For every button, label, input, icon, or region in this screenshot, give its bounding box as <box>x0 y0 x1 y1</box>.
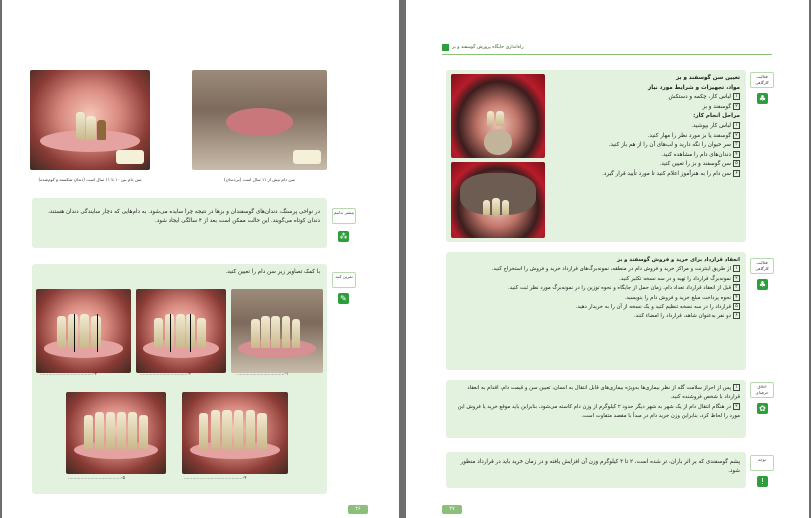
step-item: ۳قبل از انعقاد قرارداد تعداد دام، زمان حمل از جایگاه و نحوه توزین را در نمونه‌برگ مورد نظر ثبت کنید. <box>454 284 740 293</box>
step-item: ۲نمونه‌برگ قرارداد را تهیه و در سه نسخه تکثیر کنید. <box>454 275 740 284</box>
note-tab: توجه <box>750 455 774 471</box>
activity-tab-1: فعالیت کارگاهی <box>750 72 774 88</box>
goat-teeth-photo <box>451 162 545 238</box>
pencil-icon: ✎ <box>338 293 349 304</box>
exercise-box <box>32 264 327 494</box>
step-item: ۶دو نفر به‌عنوان شاهد، قرارداد را امضاء کنند. <box>454 312 740 321</box>
exercise-label-2: ..................................-۲ <box>140 372 192 377</box>
exercise-photo-3 <box>36 289 131 373</box>
activity-box-2 <box>446 252 746 370</box>
warning-icon: ! <box>757 476 768 487</box>
teeth-diagram-icon <box>116 150 144 164</box>
step-item: ۴دندان‌های دام را مشاهده کنید. <box>550 151 740 161</box>
info-icon: ⁂ <box>339 232 348 241</box>
exercise-photo-2 <box>136 289 226 373</box>
activity-1-title: تعیین سن گوسفند و بز <box>675 75 740 81</box>
header-marker <box>442 44 449 51</box>
materials-title: مواد، تجهیزات و شرایط مورد نیاز <box>648 84 740 91</box>
step-item: ۵سن گوسفند و بز را تعیین کنید. <box>550 160 740 170</box>
step-item: ۳سر حیوان را نگه دارید و لب‌های آن را از هم باز کنید. <box>550 141 740 151</box>
tree-icon: ♣ <box>758 94 767 103</box>
flower-icon: ✿ <box>757 403 768 414</box>
ethics-item: ۲در هنگام انتقال دام از یک شهر به شهر دیگر حدود ۲ کیلوگرم از وزن دام کاسته می‌شود، بنابراین باید موقع خرید یا فروش این مورد را لحاظ کرد، بنابراین وزن خرید دام در مبدأ با مقصد متفاوت است. <box>457 403 740 420</box>
step-item: ۶سن دام را به هنرآموز اعلام کنید تا مورد تأیید قرار گیرد. <box>550 170 740 180</box>
step-item: ۴نحوه پرداخت مبلغ خرید و فروش دام را بنویسید. <box>454 294 740 303</box>
activity-box-1 <box>446 70 746 242</box>
more-info-box <box>32 198 327 248</box>
exercise-photo-4 <box>182 392 288 474</box>
material-item: ۲گوسفند و بز <box>550 103 740 113</box>
note-box <box>446 452 746 488</box>
activity-1-content <box>550 74 740 180</box>
exercise-photo-1 <box>231 289 323 373</box>
exercise-label-4: ..........................................-۴ <box>184 476 247 481</box>
exercise-label-1: ..................................-۱ <box>237 372 289 377</box>
page-number: ۴۷ <box>442 505 462 514</box>
ethics-box <box>446 380 746 438</box>
photo-caption: سن دام بیش از ۱۱ سال است (بی‌دندان) <box>223 177 296 182</box>
ethics-tab: اخلاق حرفه‌ای <box>750 382 774 398</box>
sheep-teeth-photo <box>451 74 545 158</box>
note-text: پشم گوسفندی که بر اثر باران، تر شده است، ۲ تا ۳ کیلوگرم وزن آن افزایش یافته و در زمان خرید باید در قرارداد منظور شود. <box>460 459 740 475</box>
activity-tab-2: فعالیت کارگاهی <box>750 258 774 274</box>
teeth-photo-broken <box>30 70 150 170</box>
ethics-content <box>454 384 740 422</box>
exercise-photo-5 <box>66 392 166 474</box>
exercise-tab: تمرین کنید <box>332 272 356 288</box>
more-info-tab: بیشتر بدانیم <box>332 208 356 224</box>
tree-icon: ♣ <box>758 280 767 289</box>
more-info-text: در نواحی پرسنگ، دندان‌های گوسفندان و بزها در نتیجه چرا سایده می‌شود. به دام‌هایی که دچار سایندگی دندان هستند، دندان کوتاه می‌گویند. این حالت ممکن است بعد از ۴ سالگی ایجاد شود. <box>48 209 320 225</box>
activity-2-title: انعقاد قرارداد برای خرید و فروش گوسفند و بز <box>617 257 740 263</box>
step-item: ۱لباس کار بپوشید. <box>550 122 740 132</box>
step-item: ۵قرارداد را در سه نسخه تنظیم کنید و یک نسخه از آن را به خریدار دهید. <box>454 303 740 312</box>
step-item: ۲گوسفند یا بز مورد نظر را مهار کنید. <box>550 132 740 142</box>
right-page <box>406 0 809 518</box>
material-item: ۱لباس کار، چکمه و دستکش <box>550 93 740 103</box>
exercise-instruction: با کمک تصاویر زیر سن دام را تعیین کنید. <box>225 269 320 275</box>
exercise-label-5: ......................................-۵ <box>68 476 125 481</box>
exercise-label-3: ......................................-۳ <box>40 372 97 377</box>
step-item: ۱از طریق اینترنت و مراکز خرید و فروش دام در منطقه، نمونه‌برگ‌های قرارداد خرید و فروش را استخراج کنید. <box>454 265 740 274</box>
photo-caption: سن دام بین ۱۰ تا ۱۱ سال است (دندان شکسته و کوم‌شده) <box>38 177 142 182</box>
activity-2-content <box>454 256 740 322</box>
teeth-photo-toothless <box>192 70 327 170</box>
page-number: ۴۶ <box>348 505 368 514</box>
header-line <box>442 54 772 55</box>
ethics-item: ۱پس از احراز سلامت گله از نظر بیماری‌ها به‌ویژه بیماری‌های قابل انتقال به انسان، تعیین سن و قیمت دام، اقدام به انعقاد قرارداد با شخص فروشنده کنید. <box>467 385 740 401</box>
running-header: راه‌اندازی جایگاه پرورش گوسفند و بز <box>452 45 524 50</box>
left-page <box>2 0 399 518</box>
teeth-diagram-icon <box>293 150 321 164</box>
steps-title: مراحل انجام کار: <box>693 113 740 120</box>
